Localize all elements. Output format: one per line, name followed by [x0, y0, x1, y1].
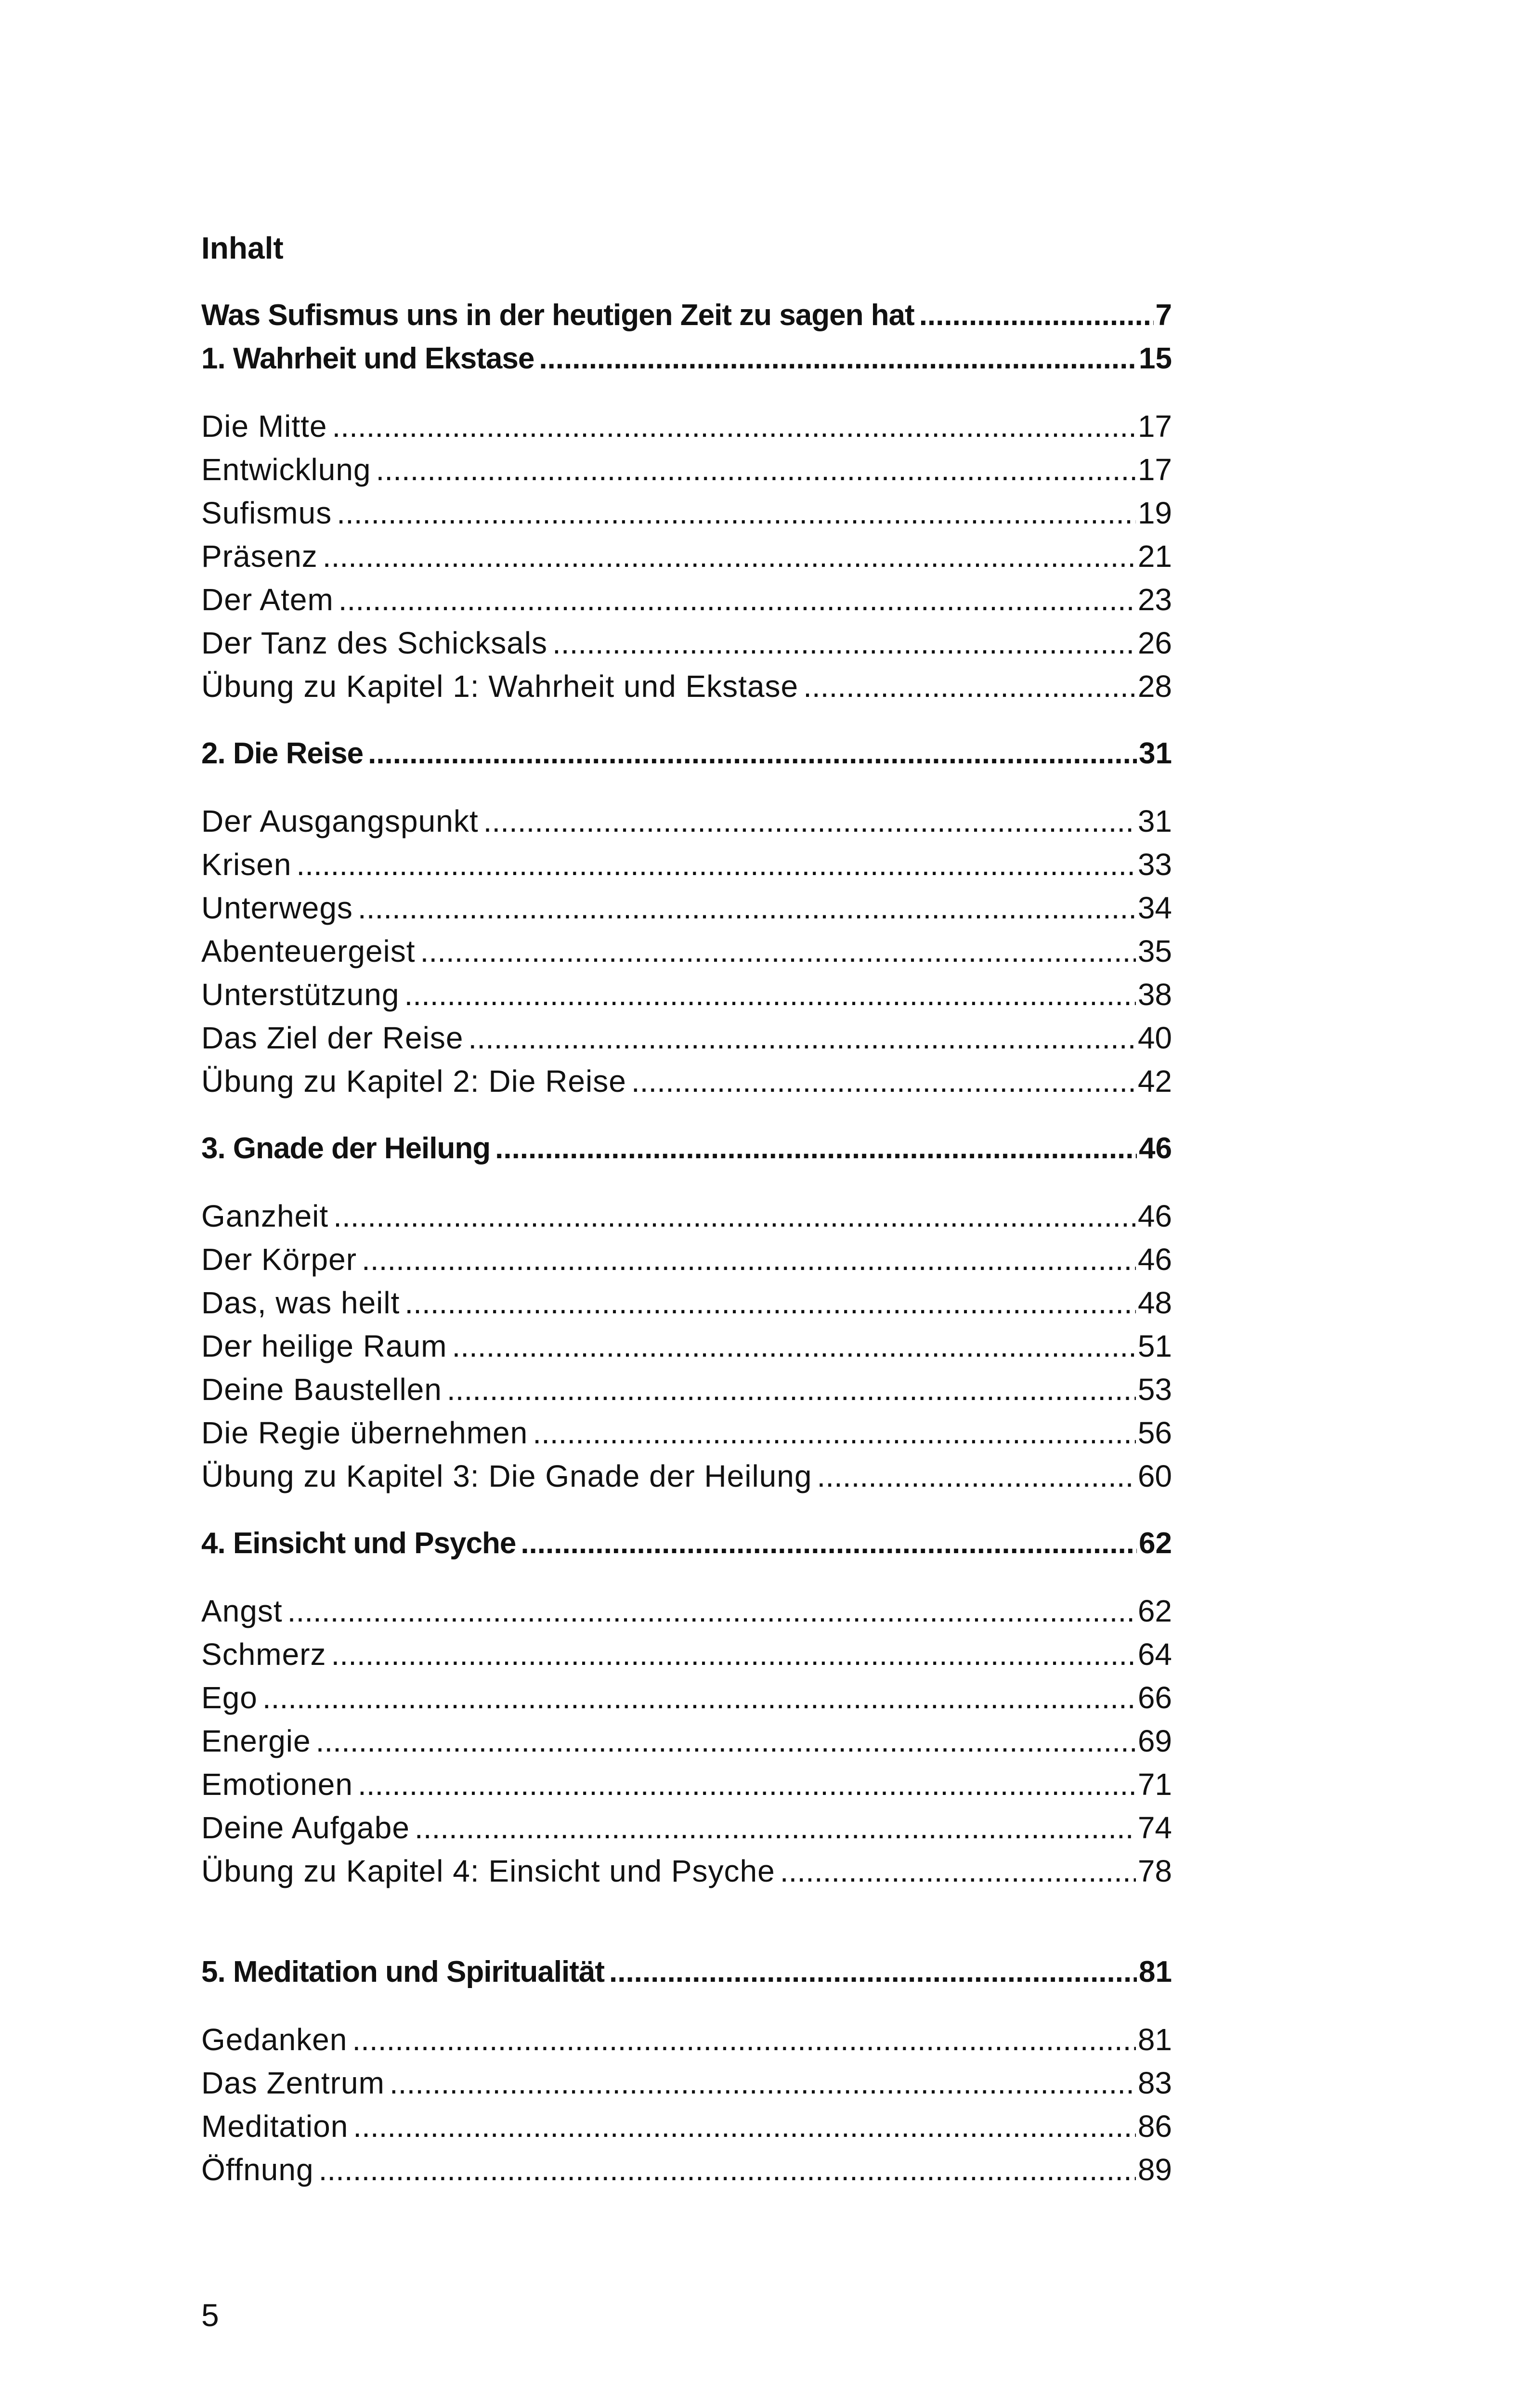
dot-leader [631, 1060, 1136, 1103]
toc-entry-title: Übung zu Kapitel 4: Einsicht und Psyche [201, 1854, 775, 1888]
toc-entry-title: Krisen [201, 847, 292, 882]
dot-leader [533, 1411, 1136, 1454]
toc-entry-title: Schmerz [201, 1637, 326, 1672]
toc-entry [201, 1368, 1172, 1411]
dot-leader [539, 337, 1137, 380]
dot-leader [919, 294, 1154, 337]
dot-leader [817, 1454, 1135, 1498]
toc-entry [201, 491, 1172, 535]
toc-entry-title: Emotionen [201, 1767, 353, 1802]
dot-leader [358, 886, 1136, 929]
dot-leader [552, 621, 1136, 665]
toc-entry-page: 38 [1137, 977, 1172, 1012]
dot-leader [468, 1016, 1135, 1060]
page-number: 5 [201, 2297, 219, 2333]
toc-entry [201, 1238, 1172, 1281]
toc-entry-page: 46 [1137, 1199, 1172, 1233]
toc-entry-page: 81 [1137, 2022, 1172, 2057]
toc-entry [201, 1806, 1172, 1849]
toc-entry-title: Deine Baustellen [201, 1372, 442, 1407]
toc-entry [201, 1411, 1172, 1454]
toc-entry [201, 448, 1172, 491]
toc-entry-page: 62 [1137, 1594, 1172, 1628]
toc-entry-page: 33 [1137, 847, 1172, 882]
toc-entry [201, 1060, 1172, 1103]
toc-entry-title: 5. Meditation und Spiritualität [201, 1955, 604, 1989]
dot-leader [333, 1194, 1136, 1238]
toc-entry-page: 81 [1139, 1955, 1172, 1989]
toc-entry [201, 405, 1172, 448]
toc-entry-page: 53 [1137, 1372, 1172, 1407]
toc-chapter [201, 732, 1172, 775]
toc-chapter [201, 1522, 1172, 1565]
toc-entry-title: Der Körper [201, 1242, 357, 1277]
toc-entry-title: 4. Einsicht und Psyche [201, 1527, 516, 1560]
toc-entry-page: 83 [1137, 2066, 1172, 2100]
toc-entry [201, 843, 1172, 886]
toc-entry-page: 62 [1139, 1527, 1172, 1560]
toc-entry-title: Der Ausgangspunkt [201, 804, 479, 838]
toc-heading: Inhalt [201, 231, 284, 265]
dot-leader [483, 799, 1136, 843]
toc-entry-title: Übung zu Kapitel 1: Wahrheit und Ekstase [201, 669, 799, 704]
toc-entry-title: Das, was heilt [201, 1285, 400, 1320]
toc-entry-page: 71 [1137, 1767, 1172, 1802]
toc-entry-page: 69 [1137, 1724, 1172, 1758]
toc-entry-page: 46 [1137, 1242, 1172, 1277]
toc-entry-page: 60 [1137, 1459, 1172, 1493]
toc-entry-title: Energie [201, 1724, 311, 1758]
toc-entry-title: Übung zu Kapitel 3: Die Gnade der Heilung [201, 1459, 812, 1493]
toc-entry-title: Öffnung [201, 2152, 314, 2187]
toc-entry [201, 929, 1172, 973]
toc-entry-page: 17 [1137, 409, 1172, 444]
toc-entry-page: 48 [1137, 1285, 1172, 1320]
dot-leader [319, 2148, 1136, 2191]
toc-entry [201, 799, 1172, 843]
toc-entry-title: 2. Die Reise [201, 737, 364, 770]
toc-entry [201, 2148, 1172, 2191]
toc-entry-title: Sufismus [201, 496, 332, 530]
toc-entry-page: 34 [1137, 890, 1172, 925]
dot-leader [362, 1238, 1136, 1281]
toc-entry-title: Der heilige Raum [201, 1329, 447, 1363]
toc-entry [201, 665, 1172, 708]
toc-entry-page: 78 [1137, 1854, 1172, 1888]
dot-leader [358, 1763, 1136, 1806]
toc-entry-title: 3. Gnade der Heilung [201, 1132, 491, 1165]
toc-entry [201, 1676, 1172, 1719]
dot-leader [332, 405, 1136, 448]
dot-leader [404, 973, 1135, 1016]
toc-entry [201, 1849, 1172, 1893]
toc-entry-page: 23 [1137, 582, 1172, 617]
toc-entry [201, 535, 1172, 578]
toc-entry-page: 74 [1137, 1810, 1172, 1845]
toc-entry [201, 1454, 1172, 1498]
toc-entry-title: Gedanken [201, 2022, 348, 2057]
dot-leader [316, 1719, 1136, 1763]
dot-leader [287, 1589, 1136, 1633]
dot-leader [339, 578, 1136, 621]
toc-entry-title: 1. Wahrheit und Ekstase [201, 342, 534, 375]
toc-entry [201, 621, 1172, 665]
dot-leader [368, 732, 1137, 775]
toc-entry-title: Angst [201, 1594, 283, 1628]
dot-leader [353, 2105, 1136, 2148]
dot-leader [296, 843, 1135, 886]
toc-entry [201, 2105, 1172, 2148]
toc-entry-page: 17 [1137, 452, 1172, 487]
toc-entry-page: 86 [1137, 2109, 1172, 2144]
toc-entry-title: Deine Aufgabe [201, 1810, 410, 1845]
toc-entry [201, 886, 1172, 929]
dot-leader [521, 1522, 1137, 1565]
toc-entry-title: Meditation [201, 2109, 349, 2144]
toc-entry-page: 21 [1137, 539, 1172, 574]
toc-entry-page: 7 [1155, 299, 1172, 332]
toc-entry-page: 28 [1137, 669, 1172, 704]
toc-entry-title: Übung zu Kapitel 2: Die Reise [201, 1064, 626, 1099]
dot-leader [780, 1849, 1136, 1893]
toc-entry [201, 1633, 1172, 1676]
dot-leader [337, 491, 1136, 535]
toc-entry [201, 2061, 1172, 2105]
toc-entry-page: 31 [1139, 737, 1172, 770]
toc-entry [201, 2018, 1172, 2061]
toc-entry-title: Ganzheit [201, 1199, 329, 1233]
toc-entry-page: 19 [1137, 496, 1172, 530]
toc-entry [201, 973, 1172, 1016]
toc-entry-page: 64 [1137, 1637, 1172, 1672]
dot-leader [262, 1676, 1136, 1719]
dot-leader [452, 1324, 1135, 1368]
toc-entry [201, 1589, 1172, 1633]
toc-chapter [201, 1950, 1172, 1994]
toc-chapter [201, 1127, 1172, 1170]
toc-entry-page: 35 [1137, 934, 1172, 968]
toc-entry-page: 15 [1139, 342, 1172, 375]
dot-leader [415, 1806, 1136, 1849]
toc-entry [201, 1719, 1172, 1763]
toc-entry-title: Ego [201, 1680, 258, 1715]
toc-entry-page: 31 [1137, 804, 1172, 838]
dot-leader [404, 1281, 1135, 1324]
toc-entry [201, 1194, 1172, 1238]
toc-entry-page: 46 [1139, 1132, 1172, 1165]
dot-leader [352, 2018, 1135, 2061]
toc-entry-title: Die Regie übernehmen [201, 1415, 528, 1450]
toc-entry-title: Das Zentrum [201, 2066, 385, 2100]
toc-entry-page: 66 [1137, 1680, 1172, 1715]
dot-leader [376, 448, 1136, 491]
dot-leader [323, 535, 1136, 578]
toc-entry-title: Die Mitte [201, 409, 327, 444]
toc-entry-page: 42 [1137, 1064, 1172, 1099]
dot-leader [390, 2061, 1136, 2105]
toc-entry [201, 1281, 1172, 1324]
dot-leader [495, 1127, 1137, 1170]
toc-chapter [201, 294, 1172, 337]
dot-leader [447, 1368, 1136, 1411]
dot-leader [331, 1633, 1136, 1676]
toc-entry-title: Was Sufismus uns in der heutigen Zeit zu sagen hat [201, 299, 914, 332]
toc-entry [201, 1763, 1172, 1806]
toc-entry-title: Der Tanz des Schicksals [201, 626, 547, 660]
toc-entry-page: 26 [1137, 626, 1172, 660]
toc-entry-page: 40 [1137, 1021, 1172, 1055]
toc-entry [201, 1324, 1172, 1368]
toc-entry-title: Präsenz [201, 539, 318, 574]
toc-entry-title: Abenteuergeist [201, 934, 416, 968]
toc-entry [201, 1016, 1172, 1060]
dot-leader [803, 665, 1136, 708]
toc-entry-title: Das Ziel der Reise [201, 1021, 464, 1055]
dot-leader [609, 1950, 1137, 1994]
toc-chapter [201, 337, 1172, 380]
dot-leader [420, 929, 1136, 973]
toc-entry-page: 56 [1137, 1415, 1172, 1450]
toc-entry-title: Der Atem [201, 582, 334, 617]
toc-entry-title: Entwicklung [201, 452, 371, 487]
toc-entry-page: 51 [1137, 1329, 1172, 1363]
toc-entry-page: 89 [1137, 2152, 1172, 2187]
toc-entry [201, 578, 1172, 621]
toc-entry-title: Unterstützung [201, 977, 400, 1012]
toc-entry-title: Unterwegs [201, 890, 353, 925]
